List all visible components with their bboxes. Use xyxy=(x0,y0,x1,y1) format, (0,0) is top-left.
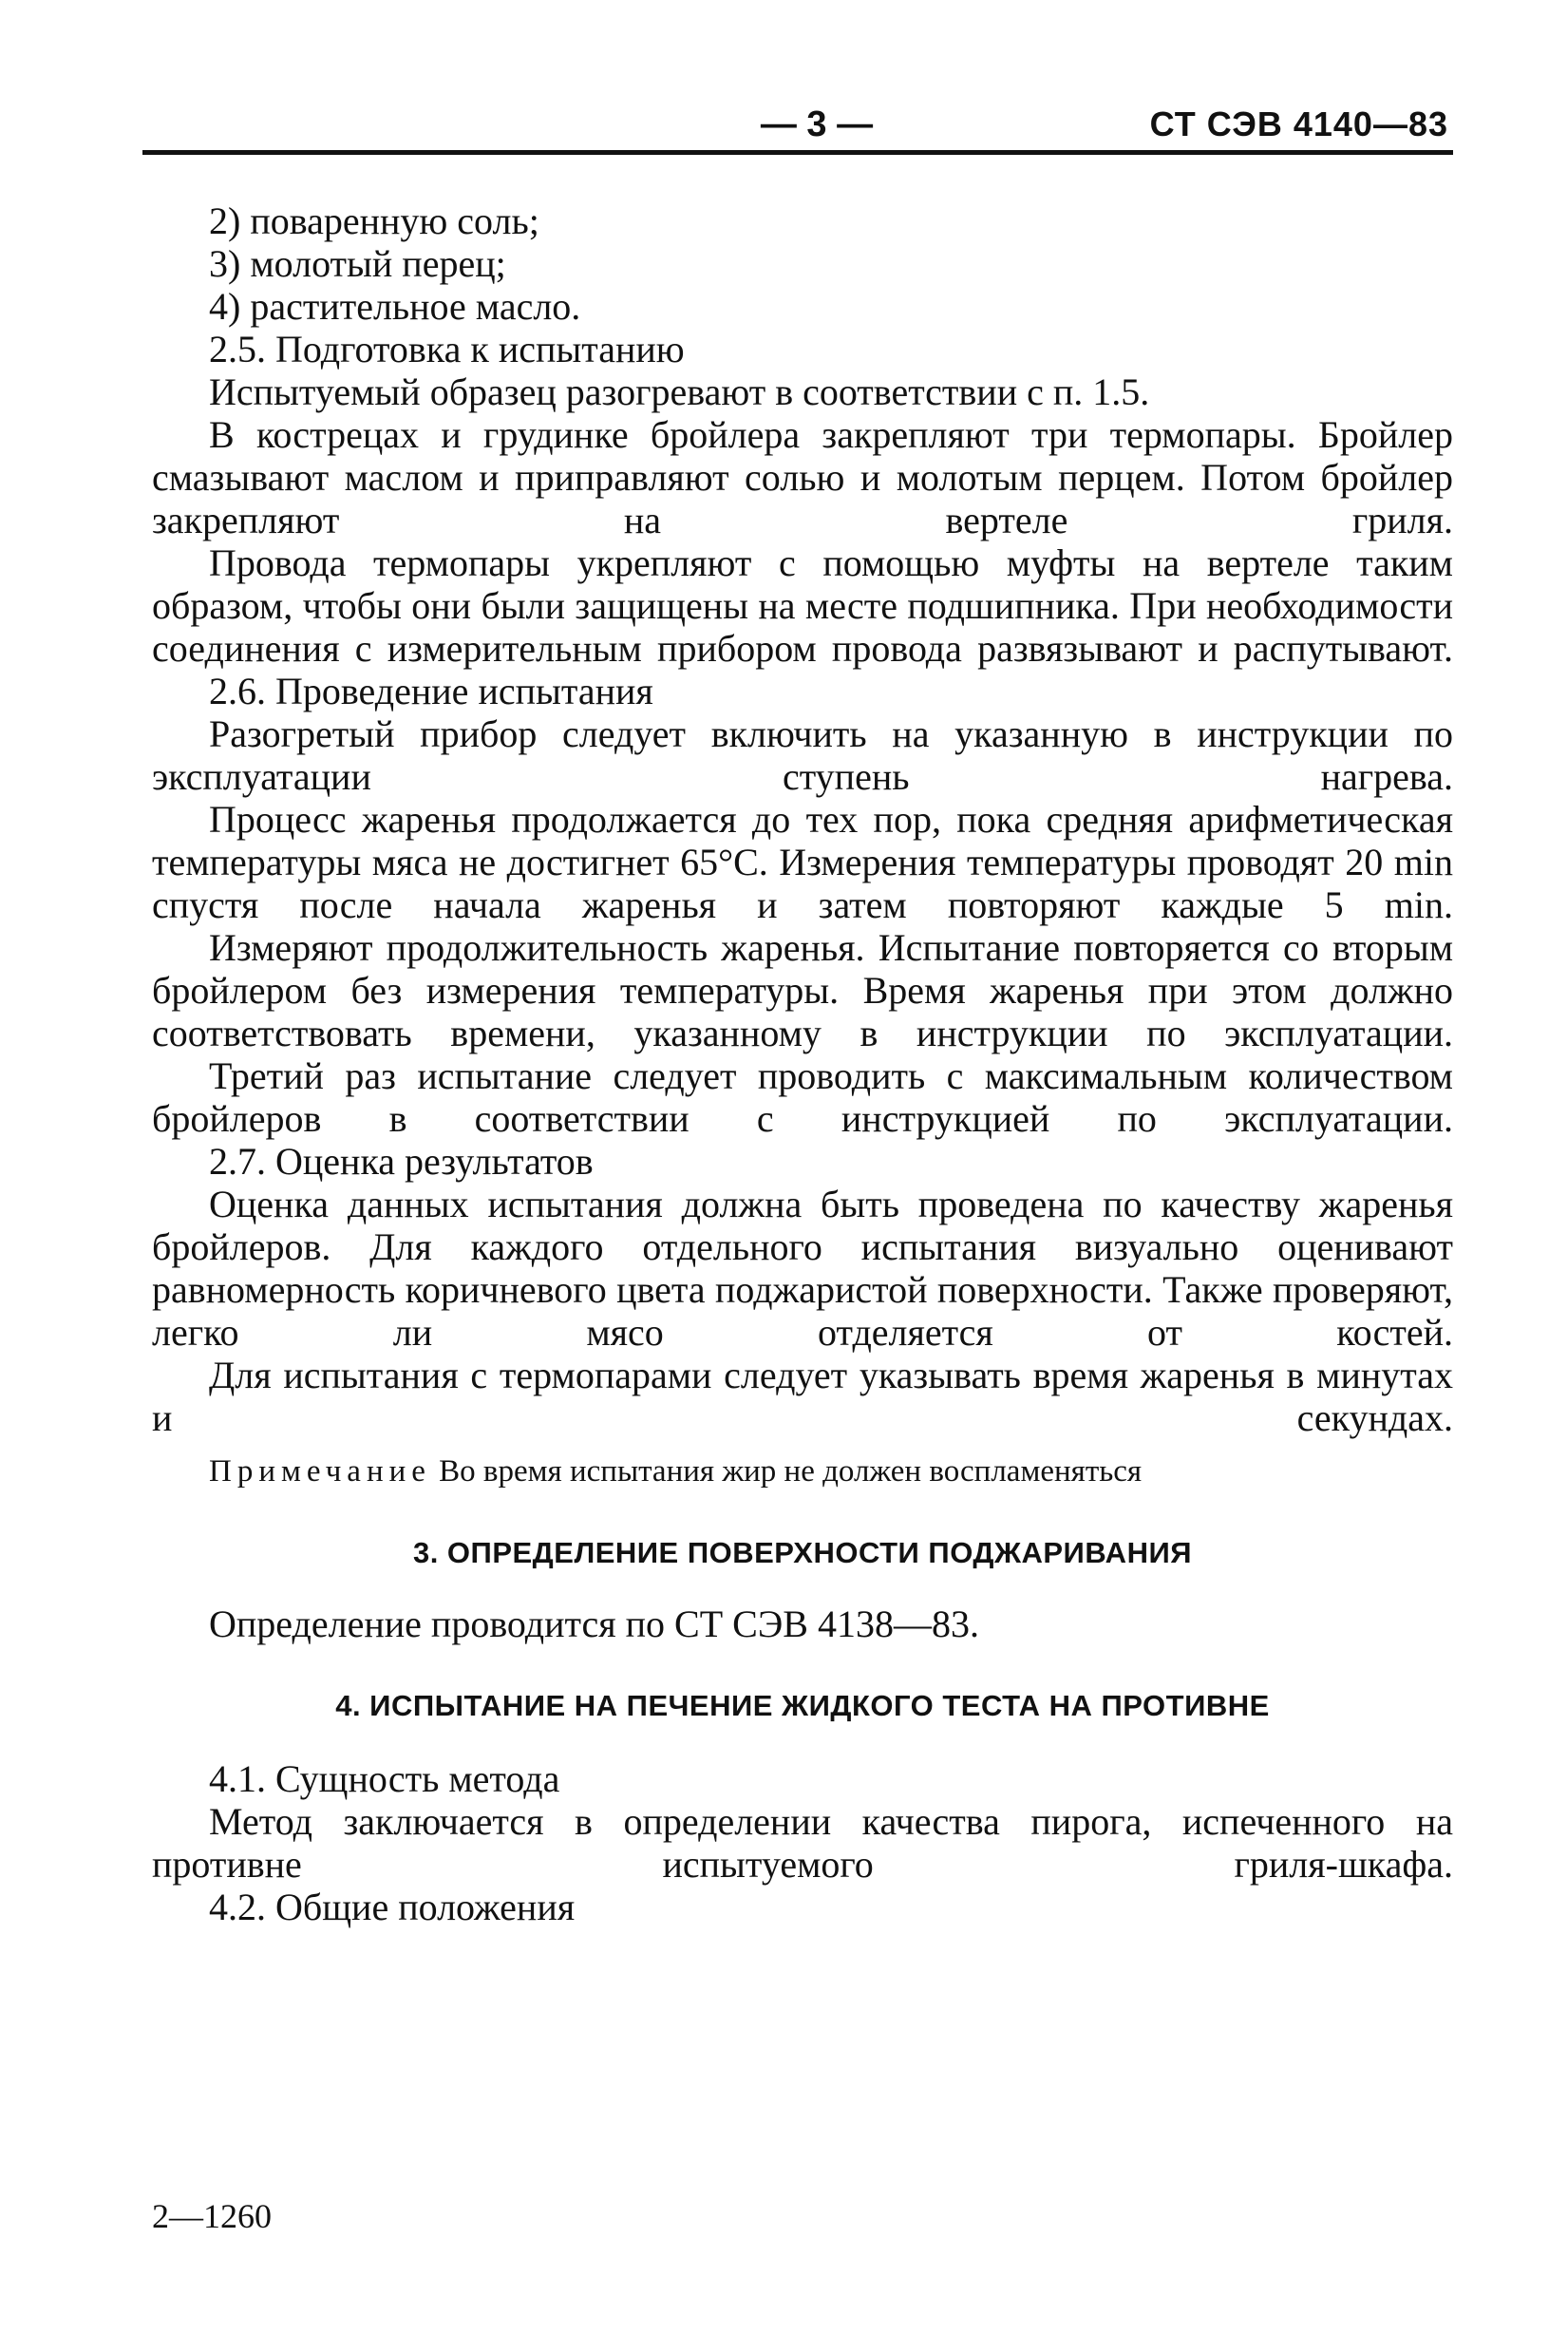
paragraph-thermocouples: В кострецах и грудинке бройлера закрепляют три термопары. Бройлер смазывают маслом и приправляют солью и молотым перцем. Потом бройлер закрепляют на вертеле гриля. xyxy=(152,413,1453,541)
list-item-salt: 2) поваренную соль; xyxy=(209,199,539,242)
sheet-mark: 2—1260 xyxy=(152,2197,272,2235)
section-heading-4: 4. ИСПЫТАНИЕ НА ПЕЧЕНИЕ ЖИДКОГО ТЕСТА НА ПРОТИВНЕ xyxy=(335,1689,1270,1722)
subsection-heading-2-5: 2.5. Подготовка к испытанию xyxy=(209,328,685,370)
list-item-oil: 4) растительное масло. xyxy=(209,285,581,328)
subsection-heading-4-2: 4.2. Общие положения xyxy=(209,1886,576,1928)
paragraph-evaluation: Оценка данных испытания должна быть проведена по качеству жаренья бройлеров. Для каждого отдельного испытания визуально оценивают равномерность коричневого цвета поджаристой поверхности. Также проверяют, легко ли мясо отделяется от костей. xyxy=(152,1183,1453,1354)
note-label: Примечание xyxy=(209,1454,431,1489)
subsection-heading-2-7: 2.7. Оценка результатов xyxy=(209,1140,594,1183)
note xyxy=(152,1452,1453,1490)
paragraph-wires: Провода термопары укрепляют с помощью муфты на вертеле таким образом, чтобы они были защищены на месте подшипника. При необходимости соединения с измерительным прибором провода развязывают и распутывают. xyxy=(152,541,1453,670)
paragraph-third-test: Третий раз испытание следует проводить с максимальным количеством бройлеров в соответствии с инструкцией по эксплуатации. xyxy=(152,1054,1453,1140)
paragraph-sample-heating: Испытуемый образец разогревают в соответствии с п. 1.5. xyxy=(209,370,1150,413)
paragraph-method-essence: Метод заключается в определении качества пирога, испеченного на противне испытуемого гриля-шкафа. xyxy=(152,1800,1453,1886)
standard-designation: СТ СЭВ 4140—83 xyxy=(1149,104,1448,143)
note-text: Во время испытания жир не должен воспламеняться xyxy=(439,1454,1143,1489)
paragraph-surface-determination: Определение проводится по СТ СЭВ 4138—83. xyxy=(209,1603,979,1645)
subsection-heading-2-6: 2.6. Проведение испытания xyxy=(209,670,653,712)
subsection-heading-4-1: 4.1. Сущность метода xyxy=(209,1757,560,1800)
document-body xyxy=(152,199,1453,1928)
paragraph-frying-duration: Измеряют продолжительность жаренья. Испытание повторяется со вторым бройлером без измерения температуры. Время жаренья при этом должно соответствовать времени, указанному в инструкции по эксплуатации. xyxy=(152,926,1453,1054)
header-rule xyxy=(142,150,1453,155)
paragraph-time-reporting: Для испытания с термопарами следует указывать время жаренья в минутах и секундах. xyxy=(152,1354,1453,1439)
section-heading-3: 3. ОПРЕДЕЛЕНИЕ ПОВЕРХНОСТИ ПОДЖАРИВАНИЯ xyxy=(412,1536,1193,1569)
list-item-pepper: 3) молотый перец; xyxy=(209,242,506,285)
paragraph-frying-process: Процесс жаренья продолжается до тех пор, пока средняя арифметическая температуры мяса не достигнет 65°С. Измерения температуры проводят 20 min спустя после начала жаренья и затем повторяют каждые 5 min. xyxy=(152,798,1453,926)
paragraph-heating-stage: Разогретый прибор следует включить на указанную в инструкции по эксплуатации ступень нагрева. xyxy=(152,712,1453,798)
page-number: — 3 — xyxy=(760,104,874,144)
